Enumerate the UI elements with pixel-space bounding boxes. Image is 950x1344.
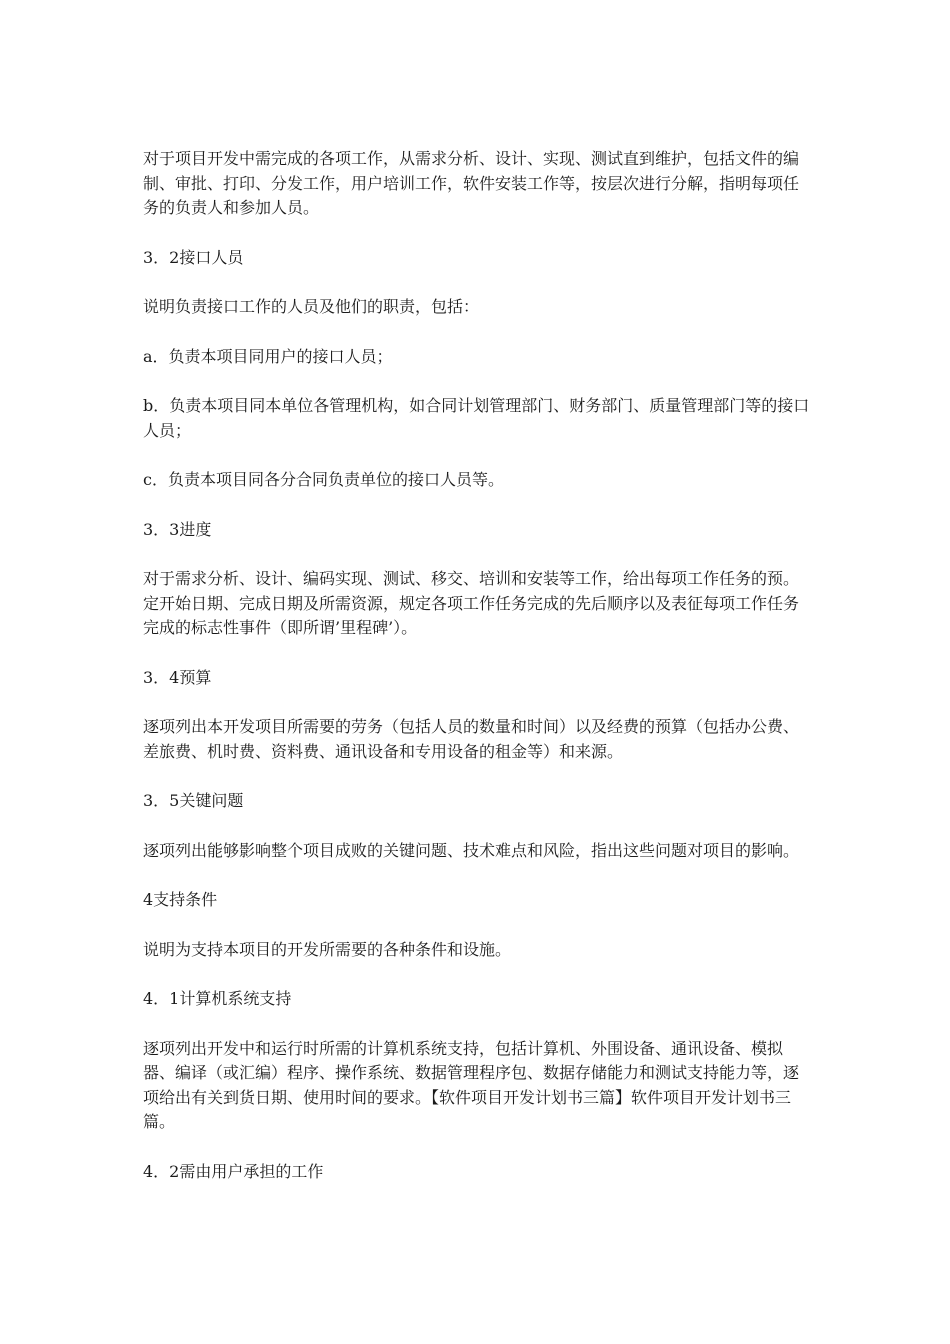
paragraph-key-issues: 逐项列出能够影响整个项目成败的关键问题、技术难点和风险，指出这些问题对项目的影响。 [143, 840, 800, 860]
list-item-b: b．负责本项目同本单位各管理机构，如合同计划管理部门、财务部门、质量管理部门等的接口人员； [143, 396, 810, 440]
paragraph-interface-intro: 说明负责接口工作的人员及他们的职责，包括： [143, 297, 480, 316]
document-body [143, 147, 813, 1209]
heading-4-2-user-tasks: 4．2需由用户承担的工作 [143, 1161, 324, 1181]
list-item-a: a．负责本项目同用户的接口人员； [143, 346, 393, 366]
heading-4-support-conditions: 4支持条件 [143, 890, 218, 909]
paragraph-schedule: 对于需求分析、设计、编码实现、测试、移交、培训和安装等工作，给出每项工作任务的预。定开始日期、完成日期及所需资源，规定各项工作任务完成的先后顺序以及表征每项工作任务完成的标志性事件（即所谓’里程碑’）。 [143, 569, 800, 637]
paragraph-budget: 逐项列出本开发项目所需要的劳务（包括人员的数量和时间）以及经费的预算（包括办公费、差旅费、机时费、资料费、通讯设备和专用设备的租金等）和来源。 [143, 717, 800, 761]
paragraph-work-breakdown: 对于项目开发中需完成的各项工作，从需求分析、设计、实现、测试直到维护，包括文件的编制、审批、打印、分发工作，用户培训工作，软件安装工作等，按层次进行分解，指明每项任务的负责人和参加人员。 [143, 149, 800, 217]
heading-3-3-schedule: 3．3进度 [143, 519, 212, 539]
heading-4-1-computer-support: 4．1计算机系统支持 [143, 989, 292, 1008]
heading-3-2-interface-staff: 3．2接口人员 [143, 247, 244, 267]
heading-3-4-budget: 3．4预算 [143, 667, 212, 687]
heading-3-5-key-issues: 3．5关键问题 [143, 791, 244, 810]
paragraph-support-conditions: 说明为支持本项目的开发所需要的各种条件和设施。 [143, 939, 512, 959]
paragraph-computer-support: 逐项列出开发中和运行时所需的计算机系统支持，包括计算机、外围设备、通讯设备、模拟器、编译（或汇编）程序、操作系统、数据管理程序包、数据存储能力和测试支持能力等，逐项给出有关到货日期、使用时间的要求。【软件项目开发计划书三篇】软件项目开发计划书三篇。 [143, 1038, 800, 1131]
list-item-c: c．负责本项目同各分合同负责单位的接口人员等。 [143, 470, 504, 489]
